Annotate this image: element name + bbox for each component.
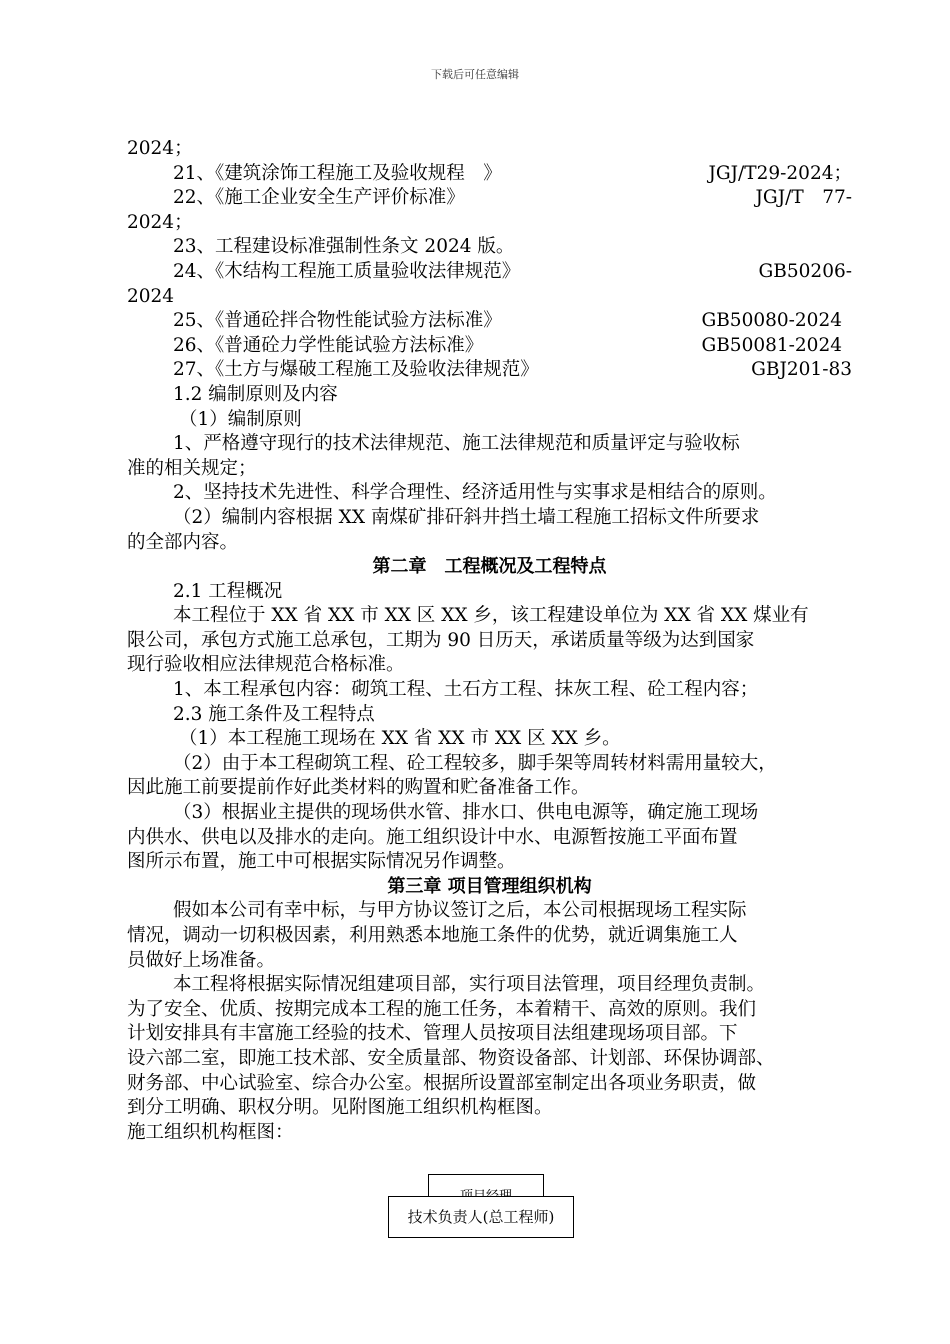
condition-2b: 因此施工前要提前作好此类材料的购置和贮备准备工作。 <box>127 777 590 799</box>
chapter-3-p1c: 员做好上场准备。 <box>127 949 276 971</box>
ref-22-code: JGJ/T 77- <box>755 187 852 209</box>
chapter-3-p2e: 财务部、中心试验室、综合办公室。根据所设置部室制定出各项业务职责，做 <box>127 1072 757 1094</box>
section-1-2-sub1: （1）编制原则 <box>179 408 302 430</box>
condition-3c: 图所示布置，施工中可根据实际情况另作调整。 <box>127 851 516 873</box>
org-chart <box>388 1174 588 1244</box>
section-1-2-p3b: 的全部内容。 <box>127 531 239 553</box>
condition-1: （1）本工程施工现场在 XX 省 XX 市 XX 区 XX 乡。 <box>179 728 621 750</box>
ref-27 <box>127 358 852 383</box>
chapter-3-p2b: 为了安全、优质、按期完成本工程的施工任务，本着精干、高效的原则。我们 <box>127 998 757 1020</box>
ref-25-title: 25、《普通砼拌合物性能试验方法标准》 <box>173 310 502 332</box>
ref-25-code: GB50080-2024 <box>701 310 842 332</box>
chapter-3-p2f: 到分工明确、职权分明。见附图施工组织机构框图。 <box>127 1097 553 1119</box>
ref-21-title: 21、《建筑涂饰工程施工及验收规程 》 <box>173 162 502 184</box>
section-2-1-title: 2.1 工程概况 <box>173 580 283 602</box>
ref-24 <box>127 260 852 285</box>
ref-21 <box>127 162 852 187</box>
document-body <box>127 137 852 1145</box>
section-1-2-title: 1.2 编制原则及内容 <box>173 383 338 405</box>
ref-26-code: GB50081-2024 <box>701 334 842 356</box>
ref-20-tail: 2024； <box>127 138 193 159</box>
ref-21-code: JGJ/T29-2024； <box>708 162 852 184</box>
ref-23: 23、工程建设标准强制性条文 2024 版。 <box>173 236 515 258</box>
section-1-2-p3a: （2）编制内容根据 XX 南煤矿排矸斜井挡土墙工程施工招标文件所要求 <box>173 506 760 528</box>
chapter-2-p2: 1、本工程承包内容：砌筑工程、土石方工程、抹灰工程、砼工程内容； <box>173 679 759 701</box>
condition-3a: （3）根据业主提供的现场供水管、排水口、供电电源等，确定施工现场 <box>173 802 759 824</box>
chapter-3-p2d: 设六部二室，即施工技术部、安全质量部、物资设备部、计划部、环保协调部、 <box>127 1047 775 1069</box>
ref-24-title: 24、《木结构工程施工质量验收法律规范》 <box>173 260 521 282</box>
ref-26 <box>127 334 852 359</box>
chapter-3-p1b: 情况，调动一切积极因素，利用熟悉本地施工条件的优势，就近调集施工人 <box>127 925 738 946</box>
chapter-3-p1a: 假如本公司有幸中标，与甲方协议签订之后，本公司根据现场工程实际 <box>173 900 747 922</box>
chapter-2-p1b: 限公司，承包方式施工总承包，工期为 90 日历天，承诺质量等级为达到国家 <box>127 629 755 651</box>
chapter-3-p2c: 计划安排具有丰富施工经验的技术、管理人员按项目法组建现场项目部。下 <box>127 1023 738 1045</box>
org-chart-label: 施工组织机构框图： <box>127 1121 294 1143</box>
chapter-2-title: 第二章 工程概况及工程特点 <box>372 556 607 578</box>
org-box-tech-lead: 技术负责人(总工程师) <box>388 1196 574 1238</box>
ref-22 <box>127 186 852 211</box>
ref-25 <box>127 309 852 334</box>
ref-27-code: GBJ201-83 <box>751 359 852 381</box>
ref-22-title: 22、《施工企业安全生产评价标准》 <box>173 187 465 209</box>
chapter-2-p1a: 本工程位于 XX 省 XX 市 XX 区 XX 乡，该工程建设单位为 XX 省 XX 煤业有 <box>173 605 809 627</box>
chapter-3-p2a: 本工程将根据实际情况组建项目部，实行项目法管理，项目经理负责制。 <box>173 974 766 996</box>
chapter-2-p1c: 现行验收相应法律规范合格标准。 <box>127 654 405 676</box>
ref-27-title: 27、《土方与爆破工程施工及验收法律规范》 <box>173 359 539 381</box>
ref-24-code: GB50206- <box>758 260 852 282</box>
condition-3b: 内供水、供电以及排水的走向。施工组织设计中水、电源暂按施工平面布置 <box>127 826 738 848</box>
ref-24-tail: 2024 <box>127 285 175 307</box>
page-header-note: 下载后可任意编辑 <box>431 68 519 81</box>
section-1-2-p1a: 1、严格遵守现行的技术法律规范、施工法律规范和质量评定与验收标 <box>173 433 740 455</box>
chapter-3-title: 第三章 项目管理组织机构 <box>387 875 592 897</box>
section-1-2-p1b: 准的相关规定； <box>127 457 257 479</box>
section-2-3-title: 2.3 施工条件及工程特点 <box>173 703 375 725</box>
condition-2a: （2）由于本工程砌筑工程、砼工程较多，脚手架等周转材料需用量较大， <box>173 752 777 774</box>
ref-22-tail: 2024； <box>127 211 193 233</box>
section-1-2-p2: 2、坚持技术先进性、科学合理性、经济适用性与实事求是相结合的原则。 <box>173 482 777 504</box>
ref-26-title: 26、《普通砼力学性能试验方法标准》 <box>173 334 484 356</box>
